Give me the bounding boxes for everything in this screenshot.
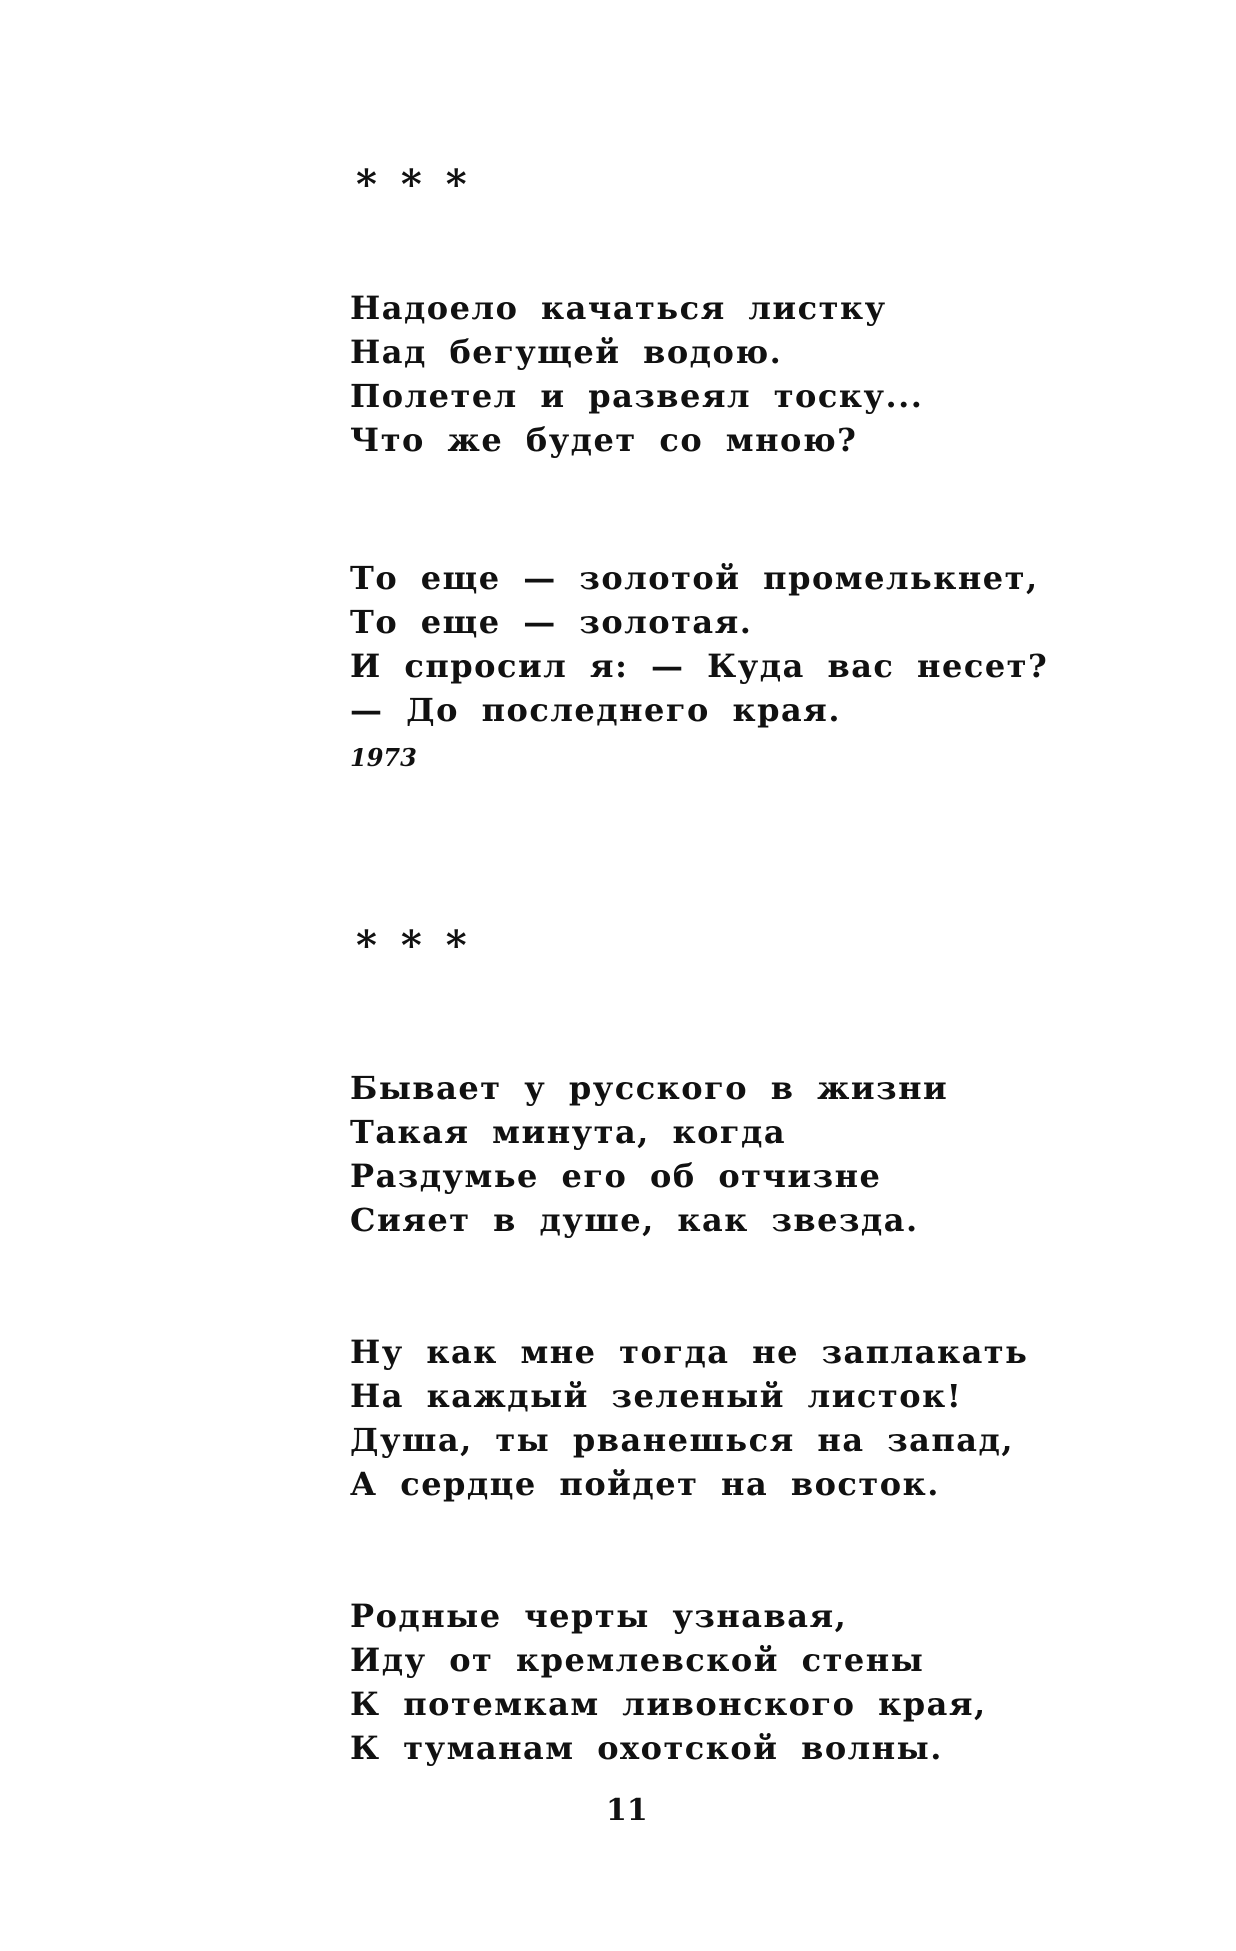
- poem-2-stanza-1-line-2: Такая минута, когда: [350, 1113, 787, 1151]
- poem-1-separator: * * *: [356, 161, 467, 208]
- poem-2-stanza-1-line-3: Раздумье его об отчизне: [350, 1157, 882, 1195]
- poem-2-separator: * * *: [356, 922, 467, 969]
- poem-1-year: 1973: [350, 743, 417, 772]
- poem-2-stanza-2: [350, 1330, 1028, 1506]
- poem-1-stanza-1: [350, 286, 923, 462]
- poem-2-stanza-1-line-4: Сияет в душе, как звезда.: [350, 1201, 919, 1239]
- poem-1-stanza-2: [350, 556, 1048, 732]
- poem-1-stanza-2-line-1: То еще — золотой промелькнет,: [350, 559, 1039, 597]
- poem-1-stanza-2-line-4: — До последнего края.: [350, 691, 841, 729]
- poem-2-stanza-3-line-2: Иду от кремлевской стены: [350, 1641, 925, 1679]
- poem-1-stanza-2-line-2: То еще — золотая.: [350, 603, 753, 641]
- page-number: 11: [606, 1793, 648, 1828]
- poem-1-stanza-1-line-2: Над бегущей водою.: [350, 333, 783, 371]
- poem-2-stanza-3-line-3: К потемкам ливонского края,: [350, 1685, 987, 1723]
- poem-1-stanza-2-line-3: И спросил я: — Куда вас несет?: [350, 647, 1049, 685]
- poem-2-stanza-1: [350, 1066, 948, 1242]
- poem-2-stanza-1-line-1: Бывает у русского в жизни: [350, 1069, 949, 1107]
- poem-2-stanza-2-line-2: На каждый зеленый листок!: [350, 1377, 963, 1415]
- poem-2-stanza-2-line-4: А сердце пойдет на восток.: [350, 1465, 940, 1503]
- poem-2-stanza-3: [350, 1594, 987, 1770]
- poem-1-stanza-1-line-3: Полетел и развеял тоску...: [350, 377, 924, 415]
- poem-2-stanza-3-line-4: К туманам охотской волны.: [350, 1729, 943, 1767]
- poem-1-stanza-1-line-4: Что же будет со мною?: [350, 421, 858, 459]
- poem-2-stanza-2-line-1: Ну как мне тогда не заплакать: [350, 1333, 1029, 1371]
- poem-2-stanza-2-line-3: Душа, ты рванешься на запад,: [350, 1421, 1014, 1459]
- poem-2-stanza-3-line-1: Родные черты узнавая,: [350, 1597, 848, 1635]
- poem-1-stanza-1-line-1: Надоело качаться листку: [350, 289, 887, 327]
